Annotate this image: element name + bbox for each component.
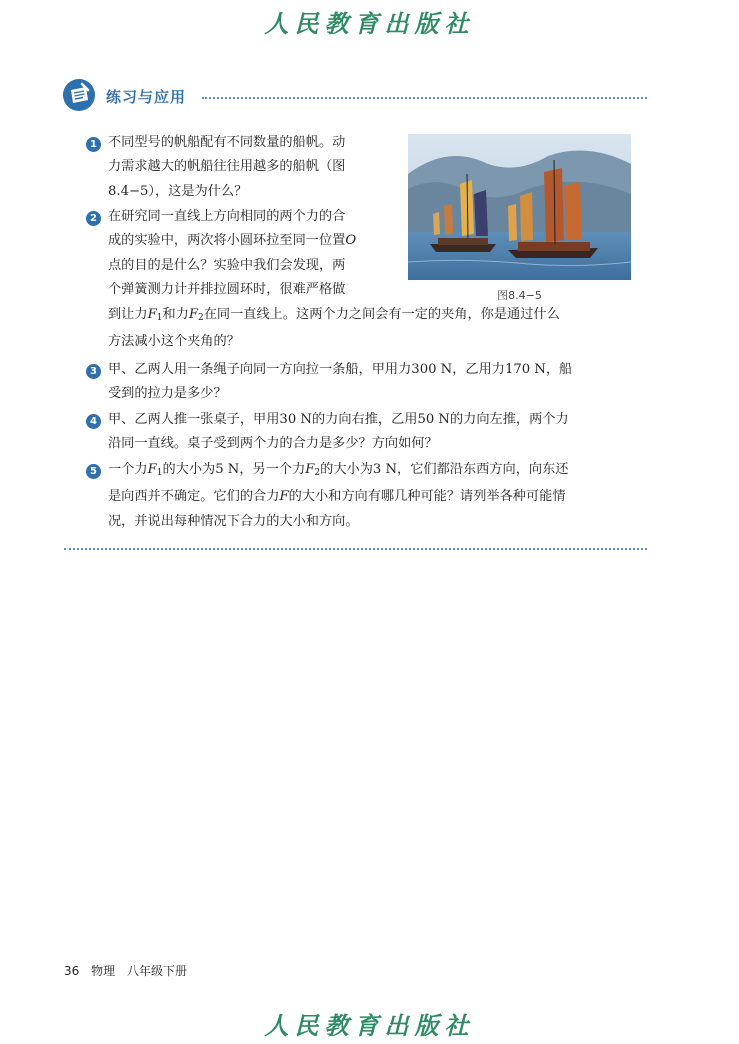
- force-symbol: F: [188, 307, 198, 322]
- text-run: 的大小为5 N，另一个力: [162, 462, 306, 477]
- question-1-line: 不同型号的帆船配有不同数量的船帆。动: [108, 135, 346, 150]
- question-2-line: 方法减小这个夹角的？: [108, 334, 240, 350]
- question-5-line: 况，并说出每种情况下合力的大小和方向。: [108, 513, 359, 529]
- question-4: [108, 408, 569, 457]
- question-2: [108, 205, 356, 303]
- text-run: 和力: [162, 307, 189, 322]
- question-5: [108, 458, 568, 534]
- force-symbol: F: [147, 307, 157, 322]
- sailing-junks-photo: [408, 134, 631, 280]
- text-run: 是向西并不确定。它们的合力: [108, 489, 280, 505]
- section-title: 练习与应用: [106, 88, 187, 106]
- question-number: 3: [86, 364, 101, 379]
- force-symbol: F: [147, 462, 157, 477]
- question-1: [108, 131, 345, 204]
- question-4-line: 沿同一直线。桌子受到两个力的合力是多少？方向如何？: [108, 436, 438, 452]
- subscript: 2: [314, 468, 321, 478]
- page-footer: [64, 962, 195, 979]
- grade-label: 八年级下册: [126, 964, 187, 978]
- page-number: 36: [64, 964, 80, 978]
- question-2-continued: [108, 303, 560, 355]
- text-run: 一个力: [108, 462, 148, 477]
- question-number: 5: [86, 464, 101, 479]
- question-number: 2: [86, 211, 101, 226]
- text-run: 的大小和方向有哪几种可能？请列举各种可能情: [288, 489, 566, 505]
- text-run: 在同一直线上。这两个力之间会有一定的夹角，你是通过什么: [203, 307, 560, 322]
- question-number: 4: [86, 414, 101, 429]
- dotted-divider: [64, 548, 647, 550]
- question-3: [108, 358, 572, 407]
- subject-label: 物理: [91, 964, 116, 978]
- question-2-line: 个弹簧测力计并排拉圆环时，很难严格做: [108, 282, 346, 298]
- figure-caption: 图8.4−5: [497, 289, 542, 302]
- text-run: 到让力: [108, 307, 148, 322]
- subscript: 1: [156, 313, 163, 323]
- exercise-icon: [62, 78, 96, 112]
- question-2-line: [108, 303, 560, 330]
- force-symbol: F: [305, 462, 315, 477]
- subscript: 1: [156, 468, 163, 478]
- publisher-header: 人民教育出版社: [264, 9, 475, 38]
- publisher-footer: 人民教育出版社: [264, 1011, 475, 1040]
- question-3-line: 受到的拉力是多少？: [108, 386, 227, 402]
- dotted-divider: [202, 97, 647, 99]
- question-4-line: 甲、乙两人推一张桌子，甲用30 N的力向右推，乙用50 N的力向左推，两个力: [108, 412, 569, 427]
- text-run: 的大小为3 N，它们都沿东西方向，向东还: [320, 462, 569, 477]
- question-1-line: 8.4−5），这是为什么？: [108, 183, 248, 199]
- question-5-line: [108, 458, 568, 485]
- question-5-line: [108, 485, 568, 509]
- section-header: [62, 78, 647, 112]
- question-2-line: 在研究同一直线上方向相同的两个力的合: [108, 209, 346, 224]
- question-2-text: 成的实验中，两次将小圆环拉至同一位置: [108, 233, 346, 249]
- question-3-line: 甲、乙两人用一条绳子向同一方向拉一条船，甲用力300 N，乙用力170 N，船: [108, 362, 573, 377]
- force-symbol: F: [279, 489, 289, 505]
- question-1-line: 力需求越大的帆船往往用越多的船帆（图: [108, 159, 346, 175]
- point-o-symbol: O: [345, 233, 357, 249]
- question-number: 1: [86, 137, 101, 152]
- question-2-line: [108, 229, 356, 253]
- question-2-line: 点的目的是什么？实验中我们会发现，两: [108, 257, 346, 273]
- subscript: 2: [197, 313, 204, 323]
